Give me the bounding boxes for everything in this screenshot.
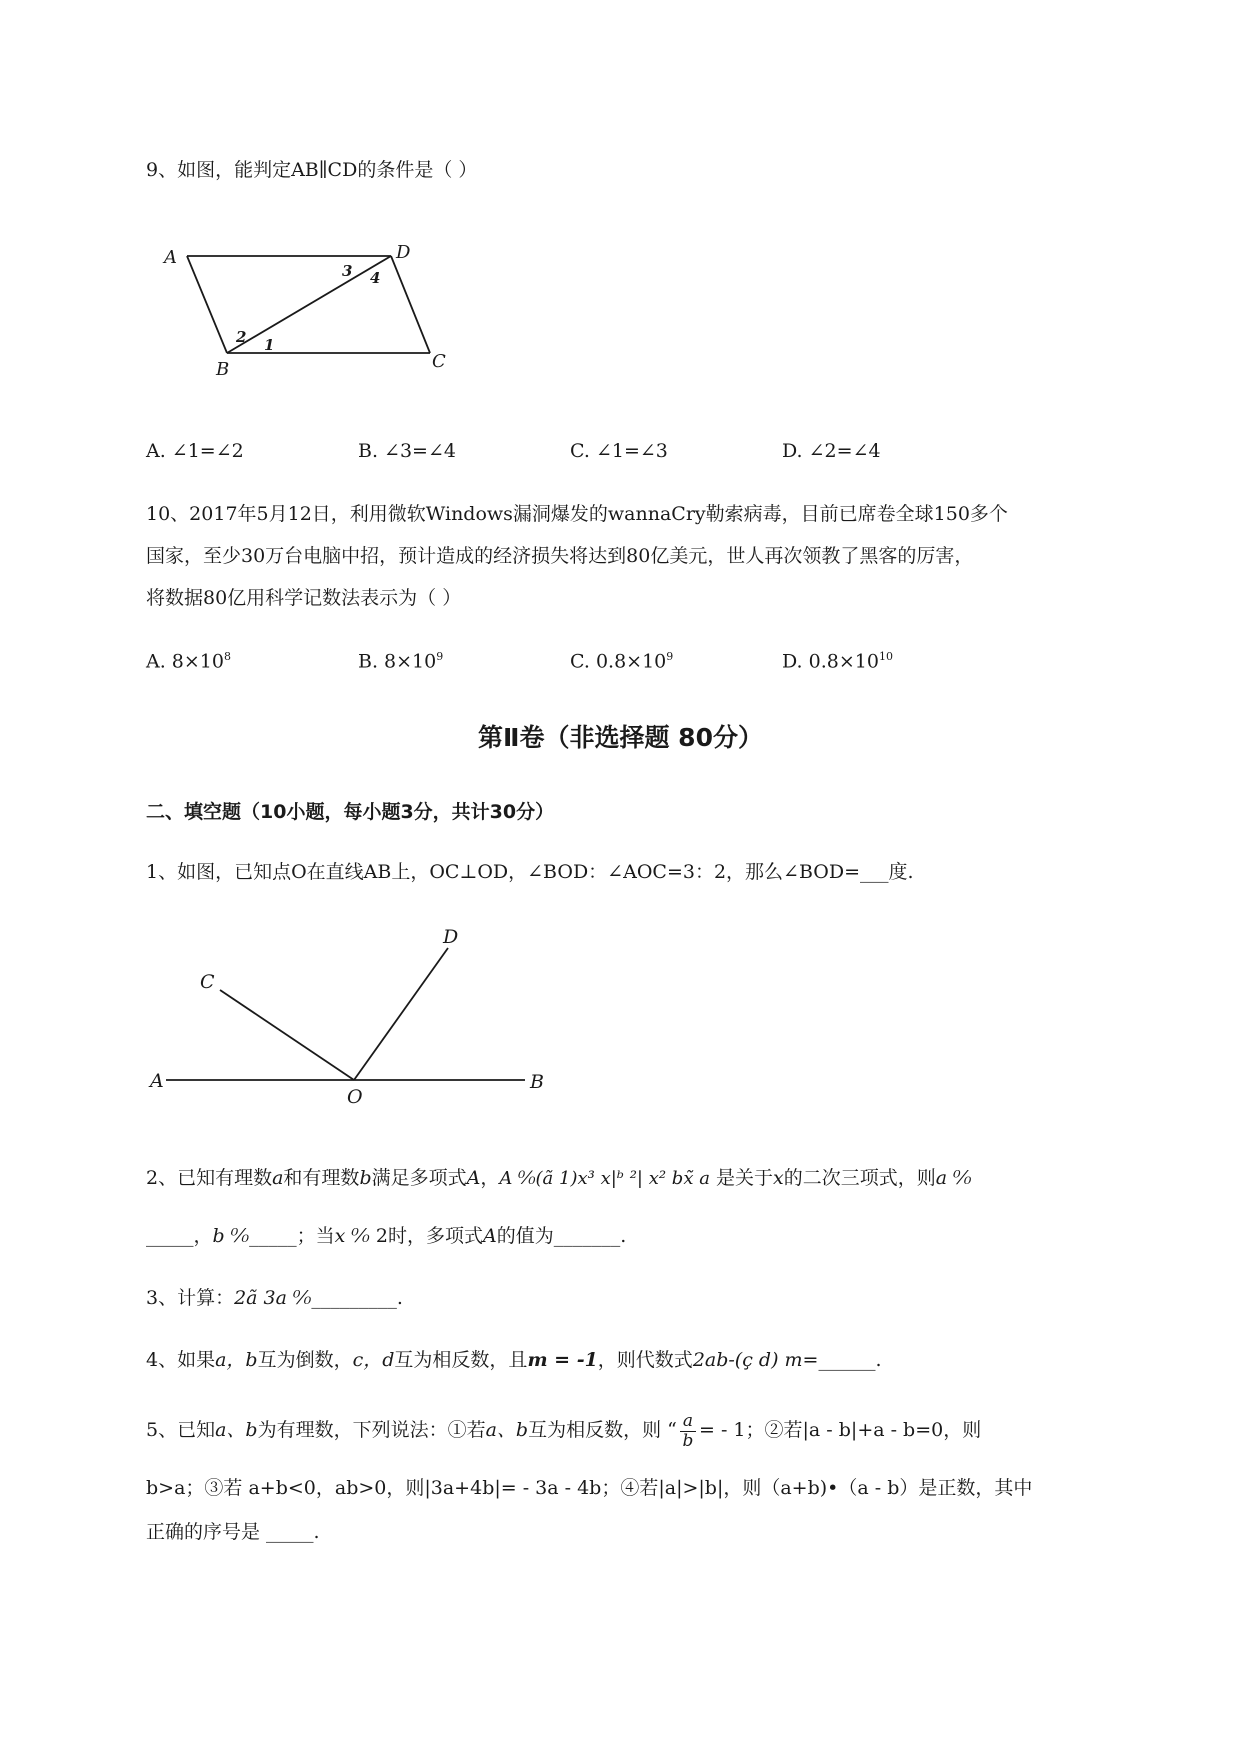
f3-expression: 2ã 3a ⁰⁄₀ <box>234 1287 312 1309</box>
label-C: C <box>432 351 446 372</box>
f4-line: 4、如果a，b互为倒数，c，d互为相反数，且m = -1，则代数式2ab-(ç d) m=______. <box>146 1349 882 1371</box>
fraction-a-over-b: $\frac{a}{b}$ <box>680 1412 696 1450</box>
q10-line-2: 国家，至少30万台电脑中招，预计造成的经济损失将达到80亿美元，世人再次领教了黑客的厉害， <box>146 545 974 567</box>
part-2-title: 第Ⅱ卷（非选择题 80分） <box>478 723 763 752</box>
segment-BD <box>227 256 391 353</box>
q9-figure <box>160 240 460 380</box>
segment-AB <box>187 256 227 353</box>
f5-line-2: b>a；③若 a+b<0，ab>0，则|3a+4b|= - 3a - 4b；④若|a|>|b|，则（a+b)•（a - b）是正数，其中 <box>146 1477 1033 1499</box>
label-O: O <box>347 1086 363 1108</box>
label-D: D <box>443 926 459 948</box>
q10-line-3: 将数据80亿用科学记数法表示为（ ） <box>146 587 462 609</box>
label-A: A <box>150 1070 164 1092</box>
q10-option-d: D. $0.8\times 10^{10}$ <box>782 650 893 673</box>
f2-line-1: 2、已知有理数a和有理数b满足多项式A，A ⁰⁄₀(ã 1)x³ x|ᵇ ²| x² bx̃ a 是关于x的二次三项式，则a ⁰⁄₀ <box>146 1167 972 1189</box>
f4-expression: 2ab-(ç d) m <box>692 1349 803 1371</box>
f3-line: 3、计算：2ã 3a ⁰⁄₀_________. <box>146 1287 403 1309</box>
q10-line-1: 10、2017年5月12日，利用微软Windows漏洞爆发的wannaCry勒索病毒，目前已席卷全球150多个 <box>146 503 1008 525</box>
angle-4: 4 <box>370 269 381 287</box>
q10-option-a: A. $8\times 10^8$ <box>146 650 231 673</box>
label-C: C <box>200 971 215 993</box>
label-B: B <box>530 1071 544 1093</box>
q10-option-b: B. $8\times 10^9$ <box>358 650 444 673</box>
fill-in-section-heading: 二、填空题（10小题，每小题3分，共计30分） <box>146 801 555 823</box>
label-A: A <box>164 247 177 268</box>
f1-stem: 1、如图，已知点O在直线AB上，OC⊥OD，∠BOD：∠AOC=3：2，那么∠BOD=___度. <box>146 861 914 883</box>
ray-OC <box>220 990 354 1080</box>
q9-option-c: C. ∠1=∠3 <box>570 440 668 462</box>
f2-line-2: _____，b ⁰⁄₀_____；当x ⁰⁄₀ 2时，多项式A的值为_______. <box>146 1225 627 1247</box>
segment-DC <box>391 256 430 353</box>
angle-3: 3 <box>342 262 353 280</box>
q9-option-b: B. ∠3=∠4 <box>358 440 456 462</box>
q10-option-c: C. $0.8\times 10^9$ <box>570 650 674 673</box>
f5-line-3: 正确的序号是 _____. <box>146 1521 320 1543</box>
label-B: B <box>216 359 230 380</box>
q9-option-d: D. ∠2=∠4 <box>782 440 881 462</box>
f5-line-1: 5、已知a、b为有理数，下列说法：①若a、b互为相反数，则 “ $\frac{a}{b}$ = - 1；②若|a - b|+a - b=0，则 <box>146 1411 982 1451</box>
angle-2: 2 <box>236 328 247 346</box>
f1-figure <box>140 925 560 1115</box>
q9-stem: 9、如图，能判定AB∥CD的条件是（ ） <box>146 159 478 181</box>
ray-OD <box>354 948 448 1080</box>
angle-1: 1 <box>264 336 275 354</box>
q9-option-a: A. ∠1=∠2 <box>146 440 244 462</box>
label-D: D <box>396 242 411 263</box>
f2-polynomial: A ⁰⁄₀(ã 1)x³ x|ᵇ ²| x² bx̃ a <box>499 1168 710 1189</box>
